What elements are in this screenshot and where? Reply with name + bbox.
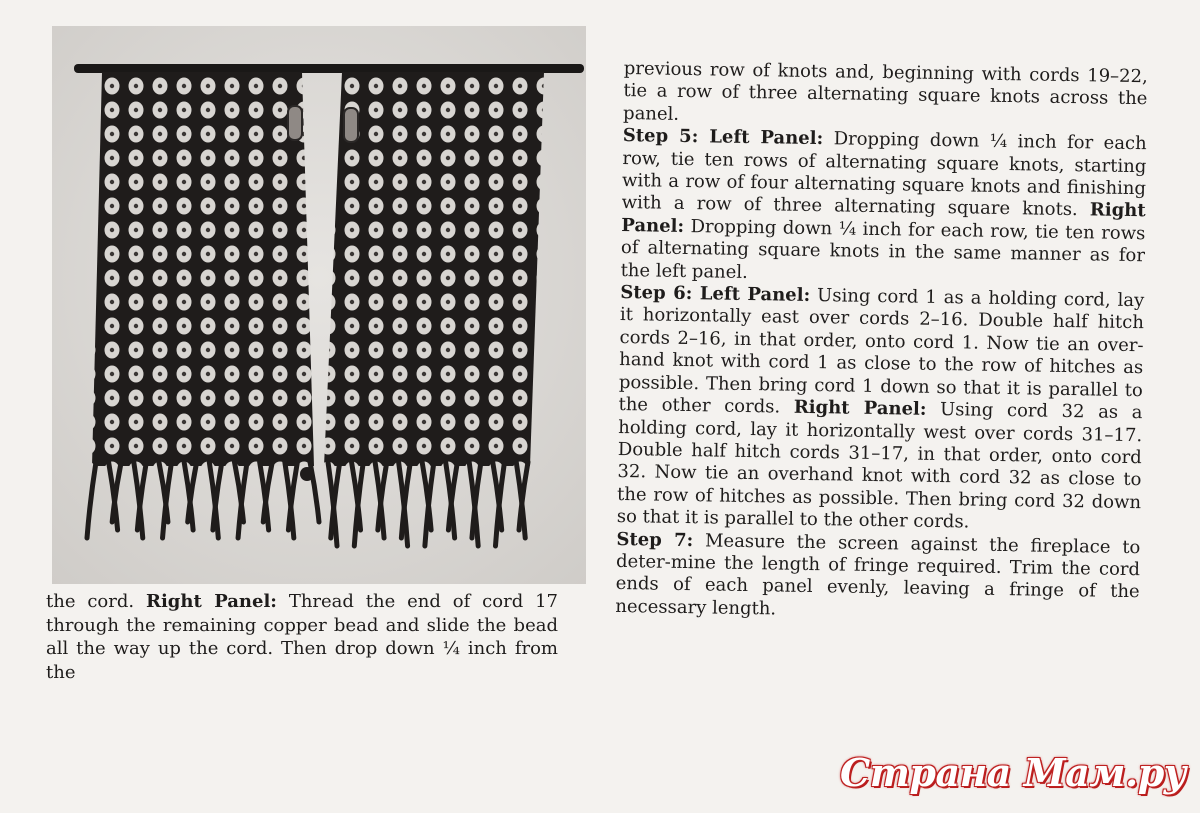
step-5-right-label: Right Panel:	[621, 199, 1146, 237]
step-6-right-text: Using cord 32 as a holding cord, lay it horizontally west over cords 31–17. Double half hitch cords 31–17, in that order, onto cord 32. Now tie an overhand knot with cord 32 as close to the row of hitches as possible. Then bring cord 32 down so that it is parallel to the other cords.	[616, 398, 1143, 533]
macrame-illustration	[52, 26, 586, 584]
step-5-heading: Step 5: Left Panel:	[622, 125, 824, 150]
overhand-knot	[300, 467, 314, 481]
step-5-right-text: Dropping down ¼ inch for each row, tie ten rows of alternating square knots in the same manner as for the left panel.	[620, 215, 1146, 283]
step-5	[620, 125, 1146, 290]
step-6-heading: Step 6: Left Panel:	[620, 282, 811, 307]
step-6	[617, 282, 1145, 537]
caption-text-2: Thread the end of cord 17 through the remaining copper bead and slide the bead all the way up the cord. Then drop down ¼ inch from the	[46, 591, 558, 683]
copper-bead-right	[344, 108, 358, 142]
step-5-left-text: Dropping down ¼ inch for each row, tie ten rows of alternating square knots, starting with a row of four alternating square knots and finishing with a row of three alternating square knots.	[621, 128, 1147, 221]
step-6-left-text: Using cord 1 as a holding cord, lay it horizontally east over cords 2–16. Double half hitch cords 2–16, in that order, onto cord 1. Now tie an over-hand knot with cord 1 as close to the row of hitches as possible. Then bring cord 1 down so that it is parallel to the other cords.	[618, 285, 1145, 418]
left-panel-mesh	[92, 72, 314, 466]
step-6-right-label: Right Panel:	[793, 396, 927, 420]
copper-bead-left	[288, 106, 302, 140]
caption-column	[46, 590, 558, 684]
watermark-logo: Страна Мам.ру	[839, 750, 1186, 795]
caption-text-1: the cord.	[46, 591, 146, 612]
caption-paragraph	[46, 590, 558, 684]
intro-paragraph: previous row of knots and, beginning with cords 19–22, tie a row of three alternating square knots across the panel.	[622, 58, 1148, 125]
step-7-text: Measure the screen against the fireplace to deter-mine the length of fringe required. Trim the cord ends of each panel evenly, leaving a fringe of the necessary length.	[615, 529, 1141, 620]
dowel-rod	[74, 64, 584, 73]
step-7	[615, 528, 1140, 626]
instructions-column	[615, 58, 1148, 626]
macrame-photo	[52, 26, 586, 584]
step-7-heading: Step 7:	[616, 528, 694, 551]
caption-right-panel-label: Right Panel:	[146, 591, 277, 612]
